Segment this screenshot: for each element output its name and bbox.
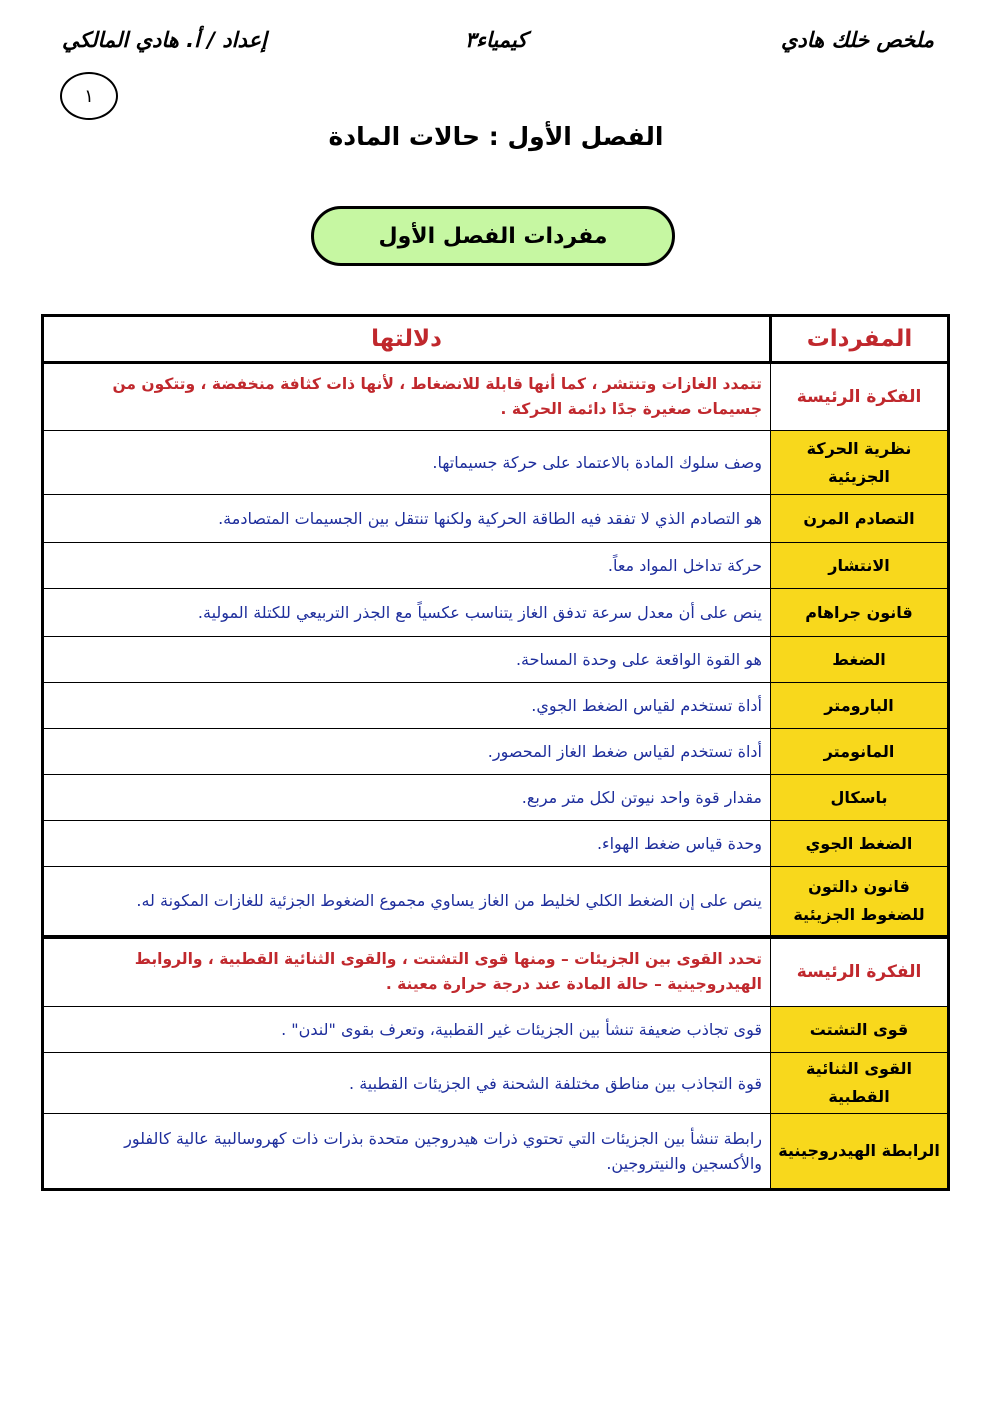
table-row	[43, 589, 949, 637]
term-cell: التصادم المرن	[771, 495, 949, 543]
header-course-title: ملخص خلك هادي	[781, 28, 934, 52]
table-row	[43, 1114, 949, 1190]
table-row	[43, 637, 949, 683]
definition-cell: تحدد القوى بين الجزيئات – ومنها قوى التشتت ، والقوى الثنائية القطبية ، والروابط الهيدروجينية – حالة المادة عند درجة حرارة معينة .	[43, 937, 771, 1007]
definition-cell: هو التصادم الذي لا تفقد فيه الطاقة الحركية ولكنها تنتقل بين الجسيمات المتصادمة.	[43, 495, 771, 543]
definition-cell: وصف سلوك المادة بالاعتماد على حركة جسيماتها.	[43, 431, 771, 495]
definition-cell: مقدار قوة واحد نيوتن لكل متر مربع.	[43, 775, 771, 821]
term-cell: المانومتر	[771, 729, 949, 775]
table-row	[43, 821, 949, 867]
term-cell: الضغط الجوي	[771, 821, 949, 867]
header-term: المفردات	[771, 316, 949, 363]
table-row	[43, 1007, 949, 1053]
term-cell: البارومتر	[771, 683, 949, 729]
table-row	[43, 495, 949, 543]
vocabulary-table	[41, 314, 950, 1191]
term-cell: نظرية الحركة الجزيئية	[771, 431, 949, 495]
table-row	[43, 1053, 949, 1114]
definition-cell: قوى تجاذب ضعيفة تنشأ بين الجزيئات غير القطبية، وتعرف بقوى "لندن" .	[43, 1007, 771, 1053]
term-cell: الفكرة الرئيسة	[771, 937, 949, 1007]
table-header-row	[43, 316, 949, 363]
header-definition: دلالتها	[43, 316, 771, 363]
definition-cell: ينص على أن معدل سرعة تدفق الغاز يتناسب عكسياً مع الجذر التربيعي للكتلة المولية.	[43, 589, 771, 637]
term-cell: الضغط	[771, 637, 949, 683]
table-row	[43, 543, 949, 589]
term-cell: القوى الثنائية القطبية	[771, 1053, 949, 1114]
section-title-pill	[311, 206, 675, 266]
table-row	[43, 363, 949, 431]
definition-cell: هو القوة الواقعة على وحدة المساحة.	[43, 637, 771, 683]
section-title: مفردات الفصل الأول	[378, 223, 608, 249]
page-number: ١	[60, 72, 118, 120]
definition-cell: قوة التجاذب بين مناطق مختلفة الشحنة في الجزيئات القطبية .	[43, 1053, 771, 1114]
definition-cell: أداة تستخدم لقياس ضغط الغاز المحصور.	[43, 729, 771, 775]
term-cell: قانون دالتون للضغوط الجزيئية	[771, 867, 949, 937]
definition-cell: وحدة قياس ضغط الهواء.	[43, 821, 771, 867]
header-subject: كيمياء٣	[464, 28, 528, 52]
chapter-title: الفصل الأول : حالات المادة	[328, 122, 664, 151]
table-row	[43, 729, 949, 775]
term-cell: قوى التشتت	[771, 1007, 949, 1053]
term-cell: الفكرة الرئيسة	[771, 363, 949, 431]
definition-cell: حركة تداخل المواد معاً.	[43, 543, 771, 589]
header-author: إعداد / أ. هادي المالكي	[62, 28, 267, 52]
term-cell: الانتشار	[771, 543, 949, 589]
definition-cell: تتمدد الغازات وتنتشر ، كما أنها قابلة للانضغاط ، لأنها ذات كثافة منخفضة ، وتتكون من جسيمات صغيرة جدًا دائمة الحركة .	[43, 363, 771, 431]
table-row	[43, 775, 949, 821]
table-row	[43, 431, 949, 495]
term-cell: باسكال	[771, 775, 949, 821]
definition-cell: أداة تستخدم لقياس الضغط الجوي.	[43, 683, 771, 729]
table-row	[43, 937, 949, 1007]
term-cell: الرابطة الهيدروجينية	[771, 1114, 949, 1190]
table-row	[43, 867, 949, 937]
definition-cell: ينص على إن الضغط الكلي لخليط من الغاز يساوي مجموع الضغوط الجزئية للغازات المكونة له.	[43, 867, 771, 937]
table-row	[43, 683, 949, 729]
term-cell: قانون جراهام	[771, 589, 949, 637]
definition-cell: رابطة تنشأ بين الجزيئات التي تحتوي ذرات هيدروجين متحدة بذرات ذات كهروسالبية عالية كالفلور والأكسجين والنيتروجين.	[43, 1114, 771, 1190]
